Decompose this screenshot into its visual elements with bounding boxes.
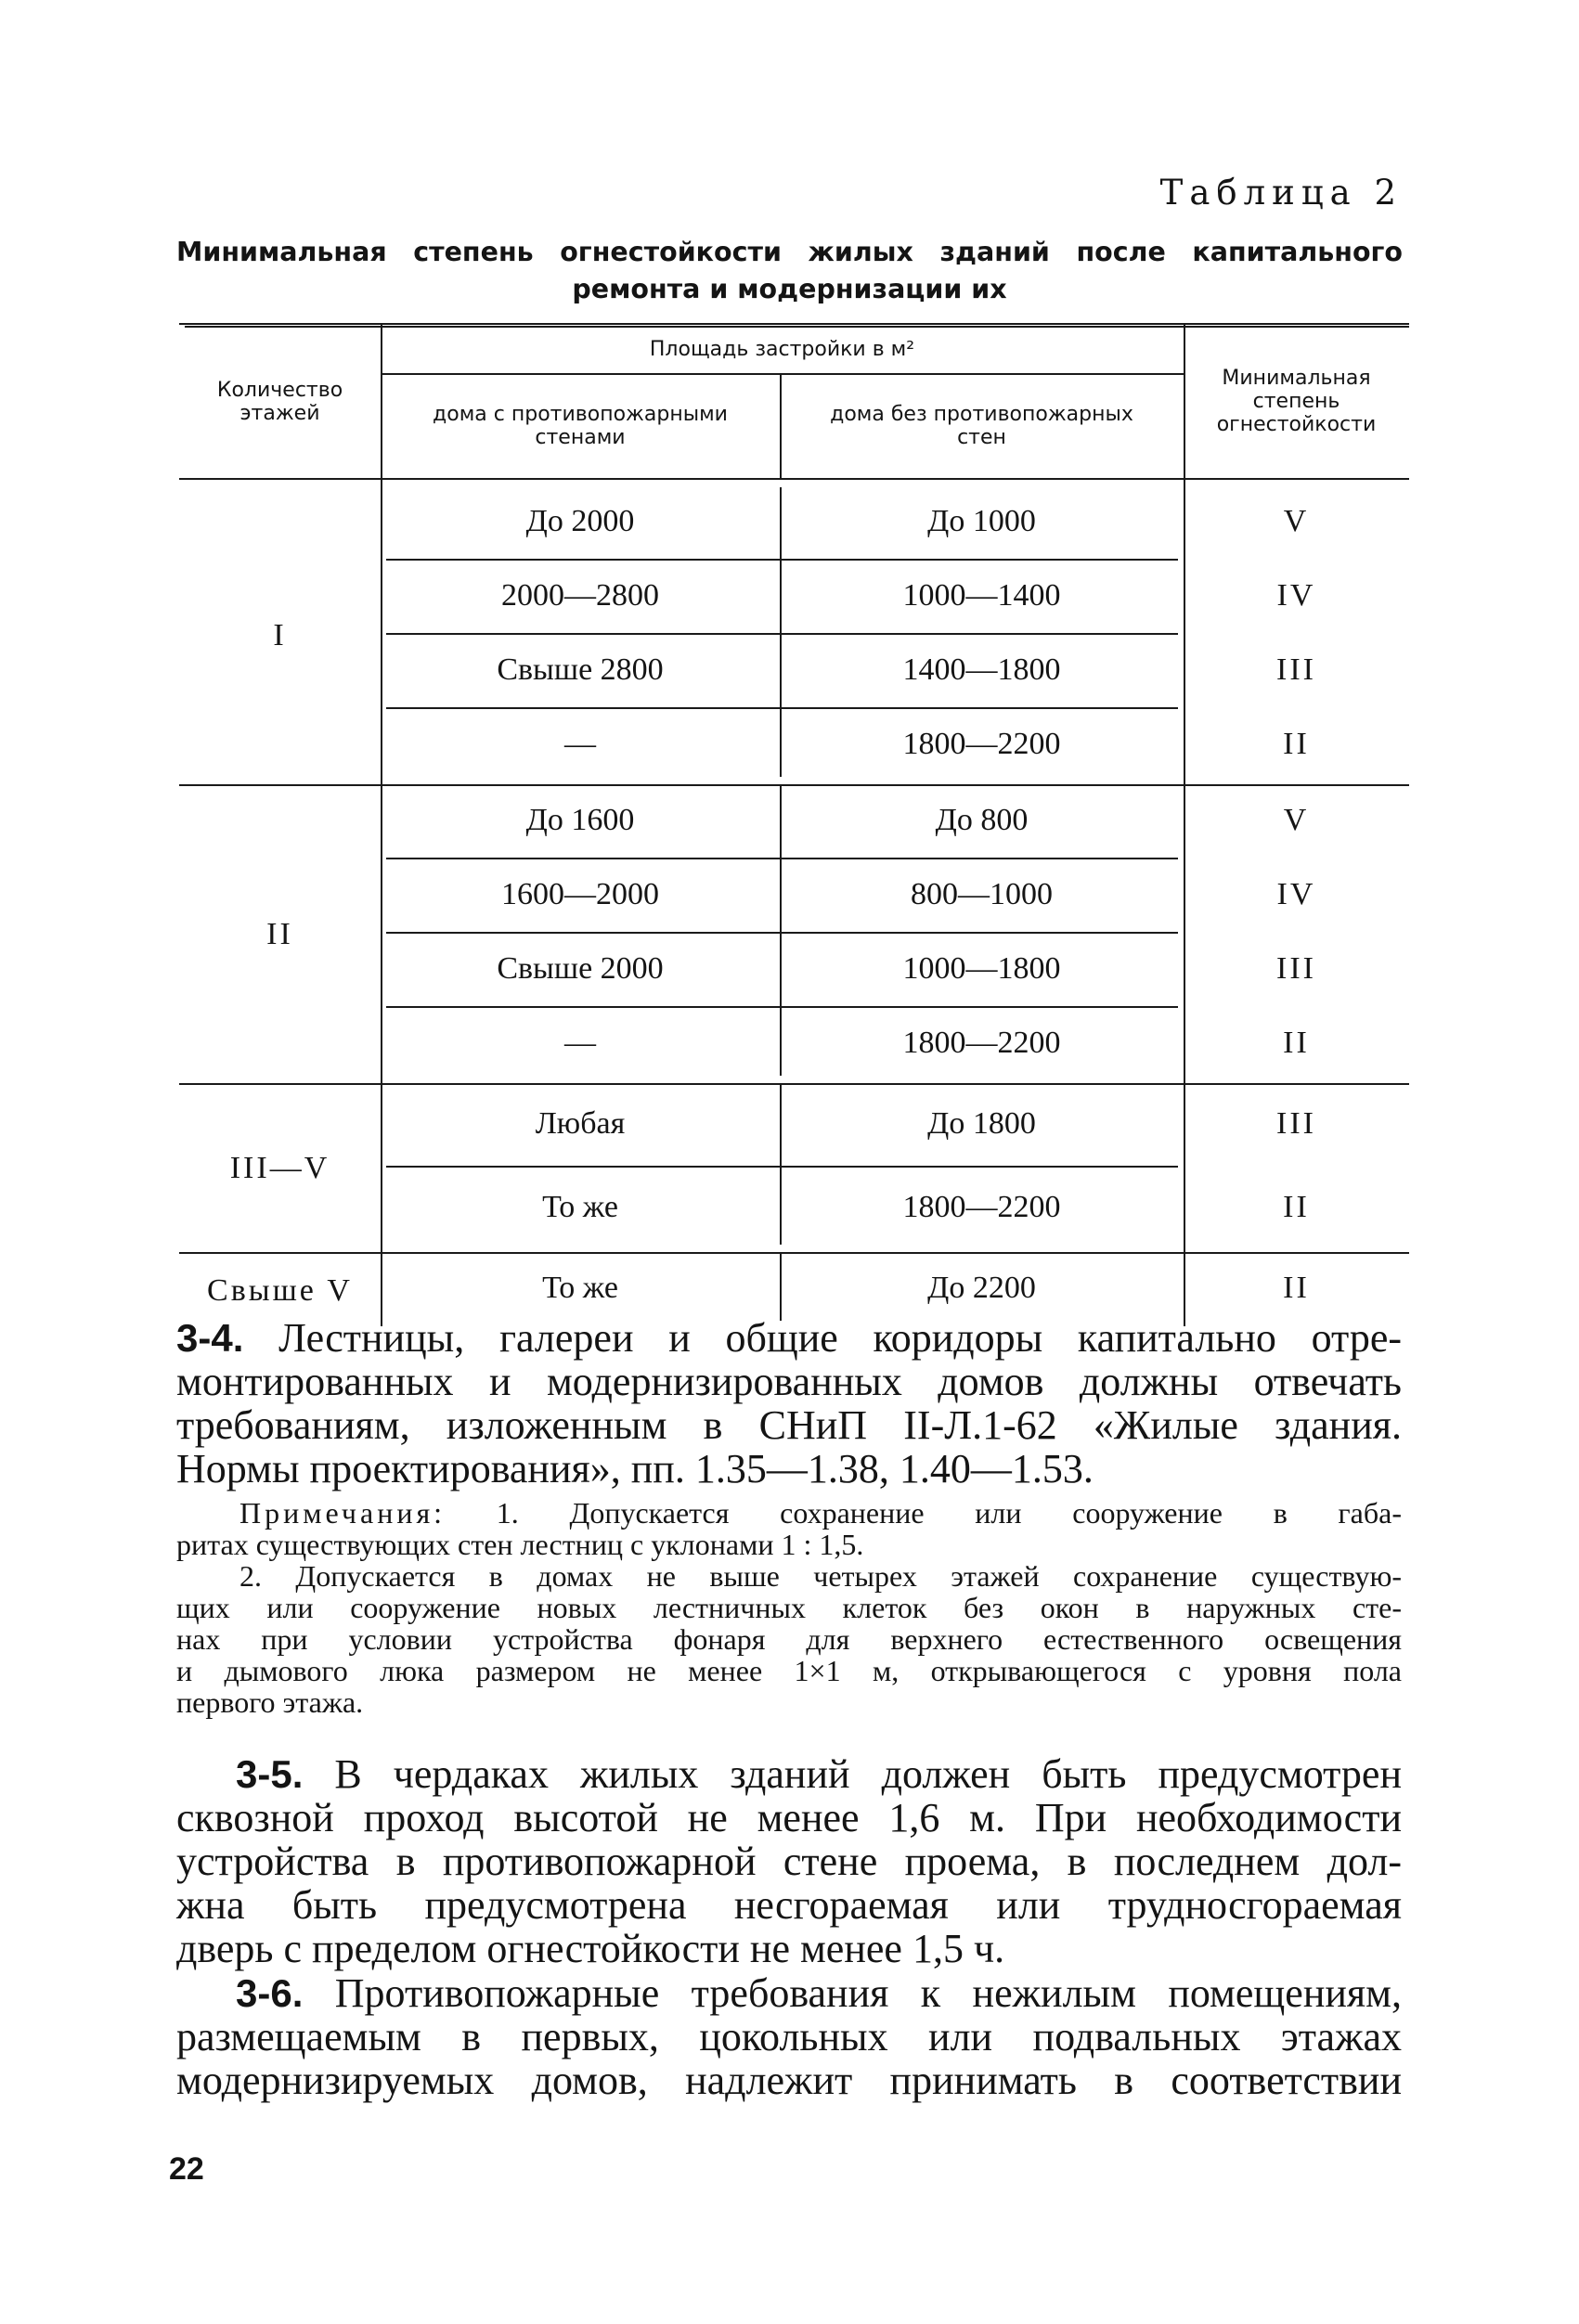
paragraph-3-4-line: требованиям, изложенным в СНиП II-Л.1-62 «Жилые здания. [176, 1402, 1402, 1448]
header-bottom-rule [179, 478, 1409, 480]
group-col-rule-3 [1184, 480, 1185, 782]
table-title [176, 234, 1403, 308]
row-rule [386, 1006, 1178, 1008]
note-1-line: ритах существующих стен лестниц с уклонами 1 : 1,5. [176, 1528, 864, 1561]
cell-floors: II [266, 917, 293, 951]
cell-degree: II [1283, 727, 1310, 761]
cell-degree: IV [1276, 877, 1316, 911]
header-area-text: Площадь застройки в м² [649, 337, 915, 361]
cell-without-walls: 1800—2200 [902, 1026, 1061, 1060]
cell-with-walls: 1600—2000 [501, 877, 659, 911]
header-area [381, 325, 1184, 373]
paragraph-3-4-line: Лестницы, галереи и общие коридоры капитально отре- [278, 1315, 1403, 1361]
table-label: Таблица 2 [1159, 173, 1403, 213]
header-without-walls-text: дома без противопожарных [830, 402, 1133, 426]
paragraph-3-5-line: сквозной проход высотой не менее 1,6 м. При необходимости [176, 1795, 1402, 1840]
cell-with-walls: Свыше 2800 [497, 652, 664, 687]
cell-floors: I [273, 618, 287, 652]
paragraph-3-4-line: Нормы проектирования», пп. 1.35—1.38, 1.40—1.53. [176, 1446, 1094, 1491]
cell-with-walls: 2000—2800 [501, 578, 659, 613]
cell-without-walls: 1000—1800 [902, 951, 1061, 986]
paragraph-3-5-line: устройства в противопожарной стене проема, в последнем дол- [176, 1839, 1402, 1884]
paragraph-3-5 [176, 1752, 1402, 1970]
row-rule [386, 633, 1178, 635]
table-title-line-2: ремонта и модернизации их [572, 274, 1007, 304]
group-col-rule-2 [780, 1254, 782, 1321]
page-number: 22 [169, 2151, 204, 2187]
paragraph-3-6-line: модернизируемых домов, надлежит принимать в соответствии [176, 2058, 1402, 2103]
cell-without-walls: 1800—2200 [902, 727, 1061, 761]
cell-without-walls: 1800—2200 [902, 1190, 1061, 1224]
header-floors-text: Количество [216, 378, 343, 402]
cell-floors: Свыше V [207, 1273, 353, 1308]
cell-with-walls: До 1600 [525, 803, 635, 837]
table-title-line-1: Минимальная степень огнестойкости жилых зданий после капитального [176, 237, 1403, 267]
paragraph-3-6-number: 3-6. [236, 1971, 304, 2015]
cell-with-walls: То же [542, 1271, 618, 1305]
cell-without-walls: 1000—1400 [902, 578, 1061, 613]
paragraph-3-4 [176, 1316, 1402, 1491]
header-without-walls [780, 373, 1184, 478]
row-rule [386, 559, 1178, 561]
header-min-degree-text: степень [1252, 390, 1340, 413]
cell-with-walls: То же [542, 1190, 618, 1224]
cell-with-walls: — [564, 1026, 596, 1060]
cell-degree: II [1283, 1190, 1310, 1224]
cell-without-walls: 800—1000 [911, 877, 1053, 911]
paragraph-3-5-number: 3-5. [236, 1752, 304, 1796]
notes-block [176, 1497, 1402, 1718]
group-col-rule-1 [381, 1078, 382, 1250]
header-min-degree-text: огнестойкости [1216, 413, 1377, 436]
header-without-walls-text: стен [957, 425, 1006, 449]
cell-degree: V [1283, 504, 1310, 538]
cell-with-walls: До 2000 [525, 504, 635, 538]
cell-degree: V [1283, 803, 1310, 837]
cell-without-walls: До 800 [935, 803, 1029, 837]
group-col-rule-2 [780, 1085, 782, 1245]
cell-degree: III [1276, 652, 1316, 687]
paragraph-3-4-line: монтированных и модернизированных домов должны отвечать [176, 1359, 1402, 1404]
group-col-rule-1 [381, 480, 382, 782]
note-2-line: первого этажа. [176, 1685, 364, 1719]
header-floors-text: этажей [239, 401, 320, 425]
paragraph-3-6-line: размещаемым в первых, цокольных или подвальных этажах [176, 2014, 1402, 2059]
cell-with-walls: Любая [535, 1106, 626, 1141]
notes-label: Примечания: [239, 1496, 447, 1530]
row-rule [386, 707, 1178, 709]
row-rule [386, 932, 1178, 934]
header-with-walls [381, 373, 780, 478]
paragraph-3-6-line: Противопожарные требования к нежилым помещениям, [334, 1970, 1403, 2016]
cell-without-walls: До 1000 [927, 504, 1036, 538]
header-with-walls-text: дома с противопожарными [433, 402, 728, 426]
note-2-line: щих или сооружение новых лестничных клеток без окон в наружных сте- [176, 1591, 1402, 1624]
header-with-walls-text: стенами [535, 425, 626, 449]
paragraph-3-6 [176, 1971, 1402, 2102]
cell-without-walls: 1400—1800 [902, 652, 1061, 687]
cell-degree: II [1283, 1026, 1310, 1060]
group-col-rule-1 [381, 779, 382, 1081]
cell-without-walls: До 2200 [927, 1271, 1036, 1305]
group-col-rule-2 [780, 786, 782, 1076]
cell-without-walls: До 1800 [927, 1106, 1036, 1141]
header-min-degree-text: Минимальная [1222, 367, 1371, 390]
cell-with-walls: — [564, 727, 596, 761]
row-rule [386, 858, 1178, 859]
cell-degree: III [1276, 1106, 1316, 1141]
group-col-rule-2 [780, 487, 782, 777]
header-min-degree [1184, 325, 1409, 478]
cell-floors: III—V [229, 1151, 330, 1185]
note-1-line: 1. Допускается сохранение или сооружение в габа- [496, 1496, 1402, 1530]
note-2-line: и дымового люка размером не менее 1×1 м, открывающегося с уровня пола [176, 1654, 1402, 1687]
cell-degree: II [1283, 1271, 1310, 1305]
paragraph-3-5-line: В чердаках жилых зданий должен быть предусмотрен [334, 1751, 1402, 1797]
cell-degree: IV [1276, 578, 1316, 613]
paragraph-3-5-line: жна быть предусмотрена несгораемая или трудносгораемая [176, 1882, 1402, 1928]
note-2-line: 2. Допускается в домах не выше четырех этажей сохранение существую- [239, 1559, 1402, 1593]
note-2-line: нах при условии устройства фонаря для верхнего естественного освещения [176, 1622, 1402, 1656]
cell-degree: III [1276, 951, 1316, 986]
paragraph-3-4-number: 3-4. [176, 1316, 244, 1360]
group-col-rule-3 [1184, 1078, 1185, 1250]
header-floors [179, 325, 381, 478]
paragraph-3-5-line: дверь с пределом огнестойкости не менее 1,5 ч. [176, 1926, 1005, 1971]
cell-with-walls: Свыше 2000 [497, 951, 664, 986]
group-col-rule-3 [1184, 779, 1185, 1081]
row-rule [386, 1166, 1178, 1168]
